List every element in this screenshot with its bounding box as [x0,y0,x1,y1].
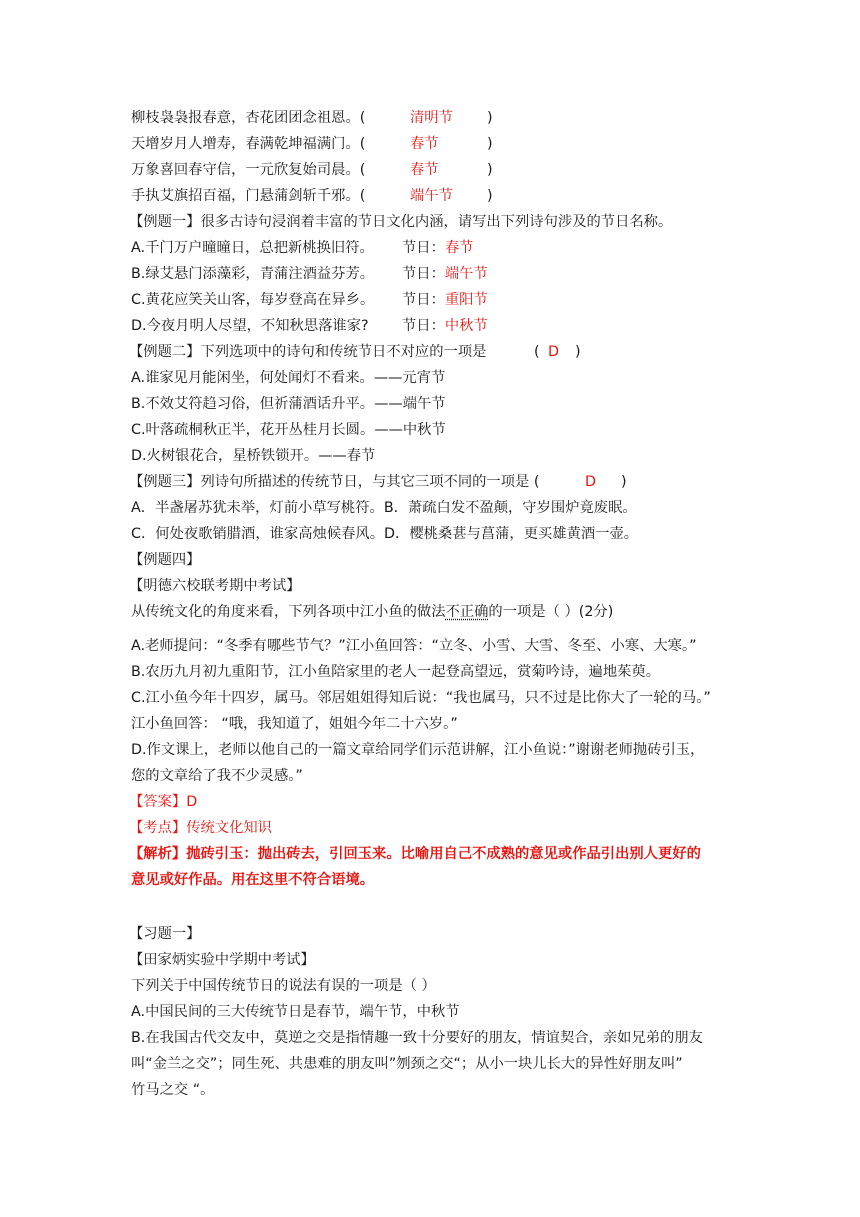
example-1-answer-c: 重阳节 [444,292,488,308]
example-4-question: 从传统文化的角度来看，下列各项中江小鱼的做法不正确的一项是（ ）(2分) [131,604,614,620]
example-2-open: ( [534,344,540,360]
example-1-label-d: 节日：中秋节 [402,318,488,334]
poem-close-4: ) [487,188,493,204]
poem-close-1: ) [487,110,493,126]
example-4-point: 【考点】传统文化知识 [129,820,272,836]
example-2-option-a: A.谁家见月能闲坐，何处闻灯不看来。——元宵节 [131,370,446,386]
example-3-close: ) [621,474,627,490]
example-1-item-b: B.绿艾悬门添藻彩，青蒲注酒益芬芳。 [131,266,375,282]
example-4-option-c-line-1: C.江小鱼今年十四岁，属马。邻居姐姐得知后说：“我也属马，只不过是比你大了一轮的马。” [131,690,711,706]
poem-line-2: 天增岁月人增寿，春满乾坤福满门。( [131,136,366,152]
example-4-source: 【明德六校联考期中考试】 [129,578,301,594]
example-3-row-1: A．半盏屠苏犹未举，灯前小草写桃符。B．萧疏白发不盈颠，守岁围炉竟废眠。 [131,500,637,516]
example-1-title: 【例题一】很多古诗句浸润着丰富的节日文化内涵，请写出下列诗句涉及的节日名称。 [129,214,673,230]
poem-close-3: ) [487,162,493,178]
exercise-1-source: 【田家炳实验中学期中考试】 [129,952,315,968]
example-2-option-d: D.火树银花合，星桥铁锁开。——春节 [131,448,376,464]
poem-line-1: 柳枝袅袅报春意，杏花团团念祖恩。( [131,110,366,126]
example-3-title: 【例题三】列诗句所描述的传统节日，与其它三项不同的一项是 ( [129,474,540,490]
example-4-option-c-line-2: 江小鱼回答： “哦，我知道了，姐姐今年二十六岁。” [131,716,458,732]
example-4-option-a: A.老师提问：“冬季有哪些节气？”江小鱼回答：“立冬、小雪、大雪、冬至、小寒、大寒。” [131,638,697,654]
poem-answer-3: 春节 [410,162,439,178]
poem-close-2: ) [487,136,493,152]
example-4-analysis-line-2: 意见或好作品。用在这里不符合语境。 [131,872,375,888]
example-1-answer-d: 中秋节 [444,318,488,334]
example-3-row-2: C．何处夜歌销腊酒，谁家高烛候春风。D．樱桃桑葚与菖蒲，更买雄黄酒一壶。 [131,526,639,542]
example-4-option-d-line-1: D.作文课上，老师以他自己的一篇文章给同学们示范讲解，江小鱼说：”谢谢老师抛砖引玉， [131,742,705,758]
example-4-option-d-line-2: 您的文章给了我不少灵感。” [131,768,303,784]
example-1-item-d: D.今夜月明人尽望，不知秋思落谁家? [131,318,369,334]
poem-answer-2: 春节 [410,136,439,152]
example-4-option-b: B.农历九月初九重阳节，江小鱼陪家里的老人一起登高望远，赏菊吟诗，遍地茱萸。 [131,664,661,680]
example-1-answer-b: 端午节 [444,266,488,282]
example-3-answer: D [585,474,597,490]
example-2-option-b: B.不效艾符趋习俗，但祈蒲酒话升平。——端午节 [131,396,446,412]
exercise-1-option-b-line-2: 叫“金兰之交”；同生死、共患难的朋友叫”刎颈之交“；从小一块儿长大的异性好朋友叫” [131,1056,683,1072]
example-1-label-b: 节日：端午节 [402,266,488,282]
example-1-label-c: 节日：重阳节 [402,292,488,308]
example-1-item-a: A.千门万户曈曈日，总把新桃换旧符。 [131,240,374,256]
example-1-answer-a: 春节 [444,240,474,256]
example-4-answer: 【答案】D [129,794,198,810]
example-2-answer: D [548,344,560,360]
exercise-1-question: 下列关于中国传统节日的说法有误的一项是（ ） [131,978,436,994]
example-4-emphasis: 不正确 [445,604,489,620]
exercise-1-option-b-line-3: 竹马之交 “。 [131,1082,215,1098]
example-1-item-c: C.黄花应笑关山客，每岁登高在异乡。 [131,292,375,308]
exercise-1-option-b-line-1: B.在我国古代交友中，莫逆之交是指情趣一致十分要好的朋友，情谊契合，亲如兄弟的朋友 [131,1030,703,1046]
exercise-1-title: 【习题一】 [129,926,201,942]
poem-answer-4: 端午节 [410,188,453,204]
example-1-label-a: 节日：春节 [402,240,474,256]
example-2-close: ) [575,344,581,360]
example-2-option-c: C.叶落疏桐秋正半，花开丛桂月长圆。——中秋节 [131,422,446,438]
example-2-title: 【例题二】下列选项中的诗句和传统节日不对应的一项是 [129,344,487,360]
exercise-1-option-a: A.中国民间的三大传统节日是春节，端午节，中秋节 [131,1004,460,1020]
example-4-title: 【例题四】 [129,552,201,568]
poem-answer-1: 清明节 [410,110,453,126]
poem-line-3: 万象喜回春守信，一元欣复始司晨。( [131,162,366,178]
example-4-analysis-line-1: 【解析】抛砖引玉：抛出砖去，引回玉来。比喻用自己不成熟的意见或作品引出别人更好的 [129,846,701,862]
poem-line-4: 手执艾旗招百福，门悬蒲剑斩千邪。( [131,188,366,204]
